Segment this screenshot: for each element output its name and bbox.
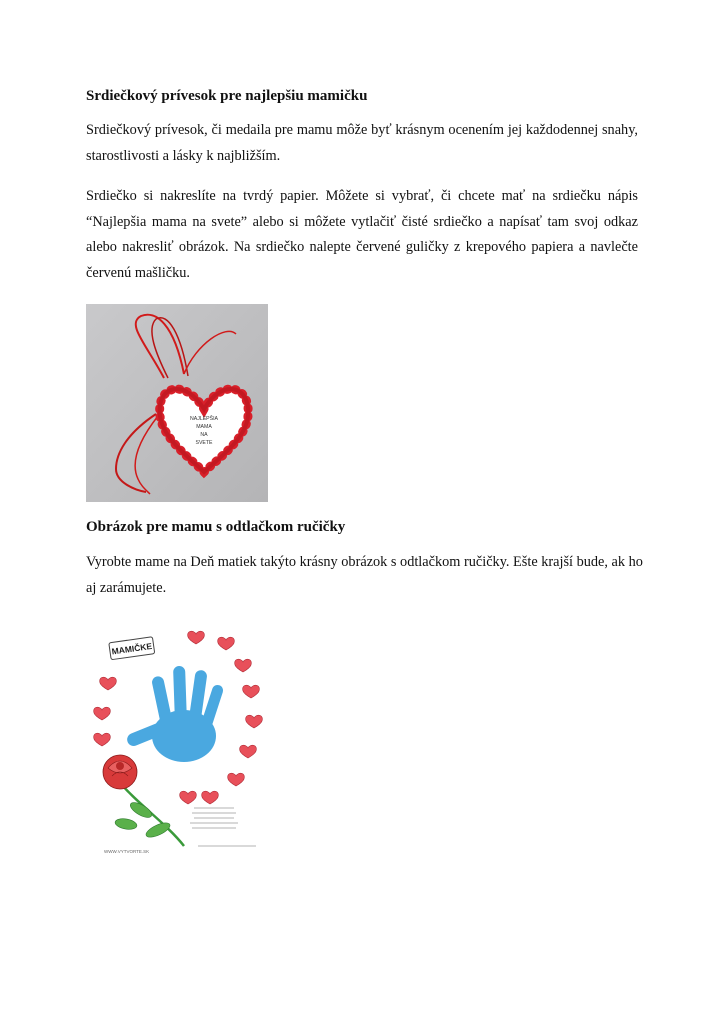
heart-text-line-1: NAJLEPŠIA xyxy=(190,416,218,422)
picture-footer: WWW.VYTVORTE.SK xyxy=(104,849,150,854)
picture-label: MAMIČKE xyxy=(111,640,153,657)
paragraph-handprint-intro: Vyrobte mame na Deň matiek takýto krásny obrázok s odtlačkom ručičky. Ešte krajší bude, ak ho aj zarámujete. xyxy=(86,554,643,596)
red-rose xyxy=(103,755,137,789)
handprint-picture-photo xyxy=(86,618,286,868)
heart-pendant-photo xyxy=(86,304,268,502)
heart-text-line-4: SVETE xyxy=(195,440,213,446)
heart-text-line-2: MAMA xyxy=(196,424,212,430)
section-title-handprint: Obrázok pre mamu s odtlačkom ručičky xyxy=(86,519,346,535)
heart-text-line-3: NA xyxy=(200,432,208,438)
paragraph-heart-intro: Srdiečkový prívesok, či medaila pre mamu môže byť krásnym ocenením jej každodennej snahy, starostlivosti a lásky k najbližším. xyxy=(86,122,638,164)
paragraph-heart-instructions: Srdiečko si nakreslíte na tvrdý papier. Môžete si vybrať, či chcete mať na srdiečku nápis “Najlepšia mama na svete” alebo si môžete vytlačiť čisté srdiečko a napísať tam svoj odkaz alebo nakresliť obrázok. Na srdiečko nalepte červené guličky z krepového papiera a navlečte červenú mašličku. xyxy=(86,188,638,281)
section-title-heart-pendant: Srdiečkový prívesok pre najlepšiu mamičku xyxy=(86,88,368,104)
